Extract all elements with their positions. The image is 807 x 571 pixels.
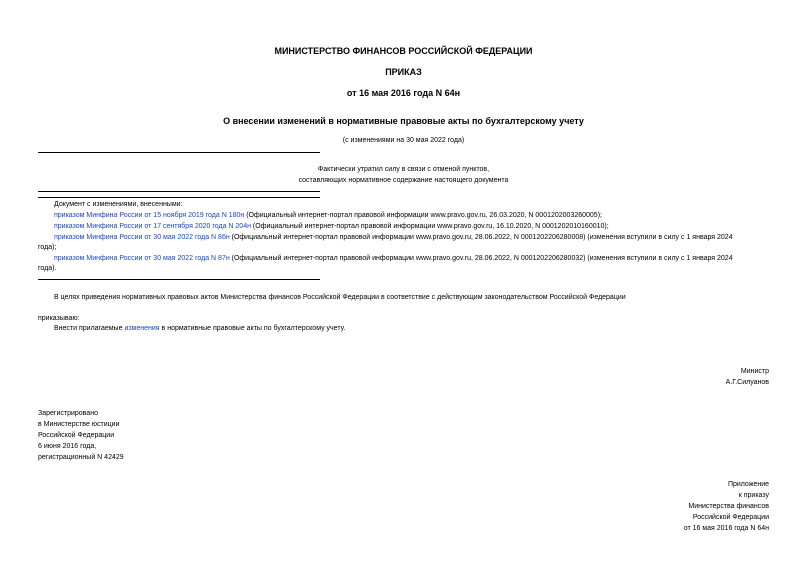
status-note-line2: составляющих нормативное содержание настоящего документа <box>298 177 509 184</box>
registration-line: Российской Федерации <box>38 432 115 439</box>
divider-top <box>38 152 320 153</box>
divider-status-1 <box>38 191 320 192</box>
appendix-block <box>684 479 769 534</box>
amendment-item-1: приказом Минфина России от 15 ноября 2019 года N 180н (Официальный интернет-портал правовой информации www.pravo.gov.ru, 26.03.2020, N 0001202003260005); <box>54 212 602 219</box>
appendix-line: к приказу <box>738 492 769 499</box>
appendix-line: Приложение <box>727 481 769 488</box>
amendment-item-3: приказом Минфина России от 30 мая 2022 года N 86н (Официальный интернет-портал правовой информации www.pravo.gov.ru, 28.06.2022, N 0001202206280008) (изменения вступили в силу с 1 января 2024 <box>54 234 733 241</box>
signature-position: Министр <box>740 368 769 375</box>
appendix-line: от 16 мая 2016 года N 64н <box>683 525 769 532</box>
signature-name: А.Г.Силуанов <box>725 379 769 386</box>
registration-line: 6 июня 2016 года, <box>38 443 97 450</box>
appendix-line: Российской Федерации <box>692 514 769 521</box>
registration-line: в Министерстве юстиции <box>38 421 120 428</box>
preamble-paragraph: В целях приведения нормативных правовых актов Министерства финансов Российской Федерации в соответствие с действующим законодательством Российской Федерации <box>54 294 626 301</box>
clause-paragraph: Внести прилагаемые изменения в нормативные правовые акты по бухгалтерскому учету. <box>54 325 346 332</box>
amendment-link-3[interactable]: приказом Минфина России от 30 мая 2022 года N 86н <box>54 234 230 241</box>
amendment-item-4: приказом Минфина России от 30 мая 2022 года N 87н (Официальный интернет-портал правовой информации www.pravo.gov.ru, 28.06.2022, N 0001202206280032) (изменения вступили в силу с 1 января 2024 <box>54 255 733 262</box>
amendment-link-1[interactable]: приказом Минфина России от 15 ноября 2019 года N 180н <box>54 212 245 219</box>
amendment-item-3-cont: года); <box>38 244 57 251</box>
amendments-intro: Документ с изменениями, внесенными: <box>54 201 183 208</box>
amendment-link-2[interactable]: приказом Минфина России от 17 сентября 2020 года N 204н <box>54 223 251 230</box>
revision-note: (с изменениями на 30 мая 2022 года) <box>342 137 465 144</box>
registration-line: регистрационный N 42429 <box>38 454 124 461</box>
amendment-link-4[interactable]: приказом Минфина России от 30 мая 2022 года N 87н <box>54 255 230 262</box>
ministry-heading: МИНИСТЕРСТВО ФИНАНСОВ РОССИЙСКОЙ ФЕДЕРАЦИИ <box>274 46 533 56</box>
document-title: О внесении изменений в нормативные правовые акты по бухгалтерскому учету <box>223 116 584 126</box>
appendix-line: Министерства финансов <box>688 503 769 510</box>
order-word: приказываю: <box>38 315 80 322</box>
amendment-item-2: приказом Минфина России от 17 сентября 2020 года N 204н (Официальный интернет-портал правовой информации www.pravo.gov.ru, 16.10.2020, N 0001202010160010); <box>54 223 609 230</box>
divider-status-2 <box>38 197 320 198</box>
amendment-item-4-cont: года). <box>38 265 57 272</box>
signature-block <box>726 366 769 388</box>
status-note-line1: Фактически утратил силу в связи с отменой пунктов, <box>317 166 490 173</box>
order-type-heading: ПРИКАЗ <box>385 67 422 77</box>
order-date-heading: от 16 мая 2016 года N 64н <box>346 88 461 98</box>
divider-amendments <box>38 279 320 280</box>
changes-link[interactable]: изменения <box>124 325 160 332</box>
registration-line: Зарегистрировано <box>38 410 98 417</box>
registration-block <box>38 408 124 463</box>
